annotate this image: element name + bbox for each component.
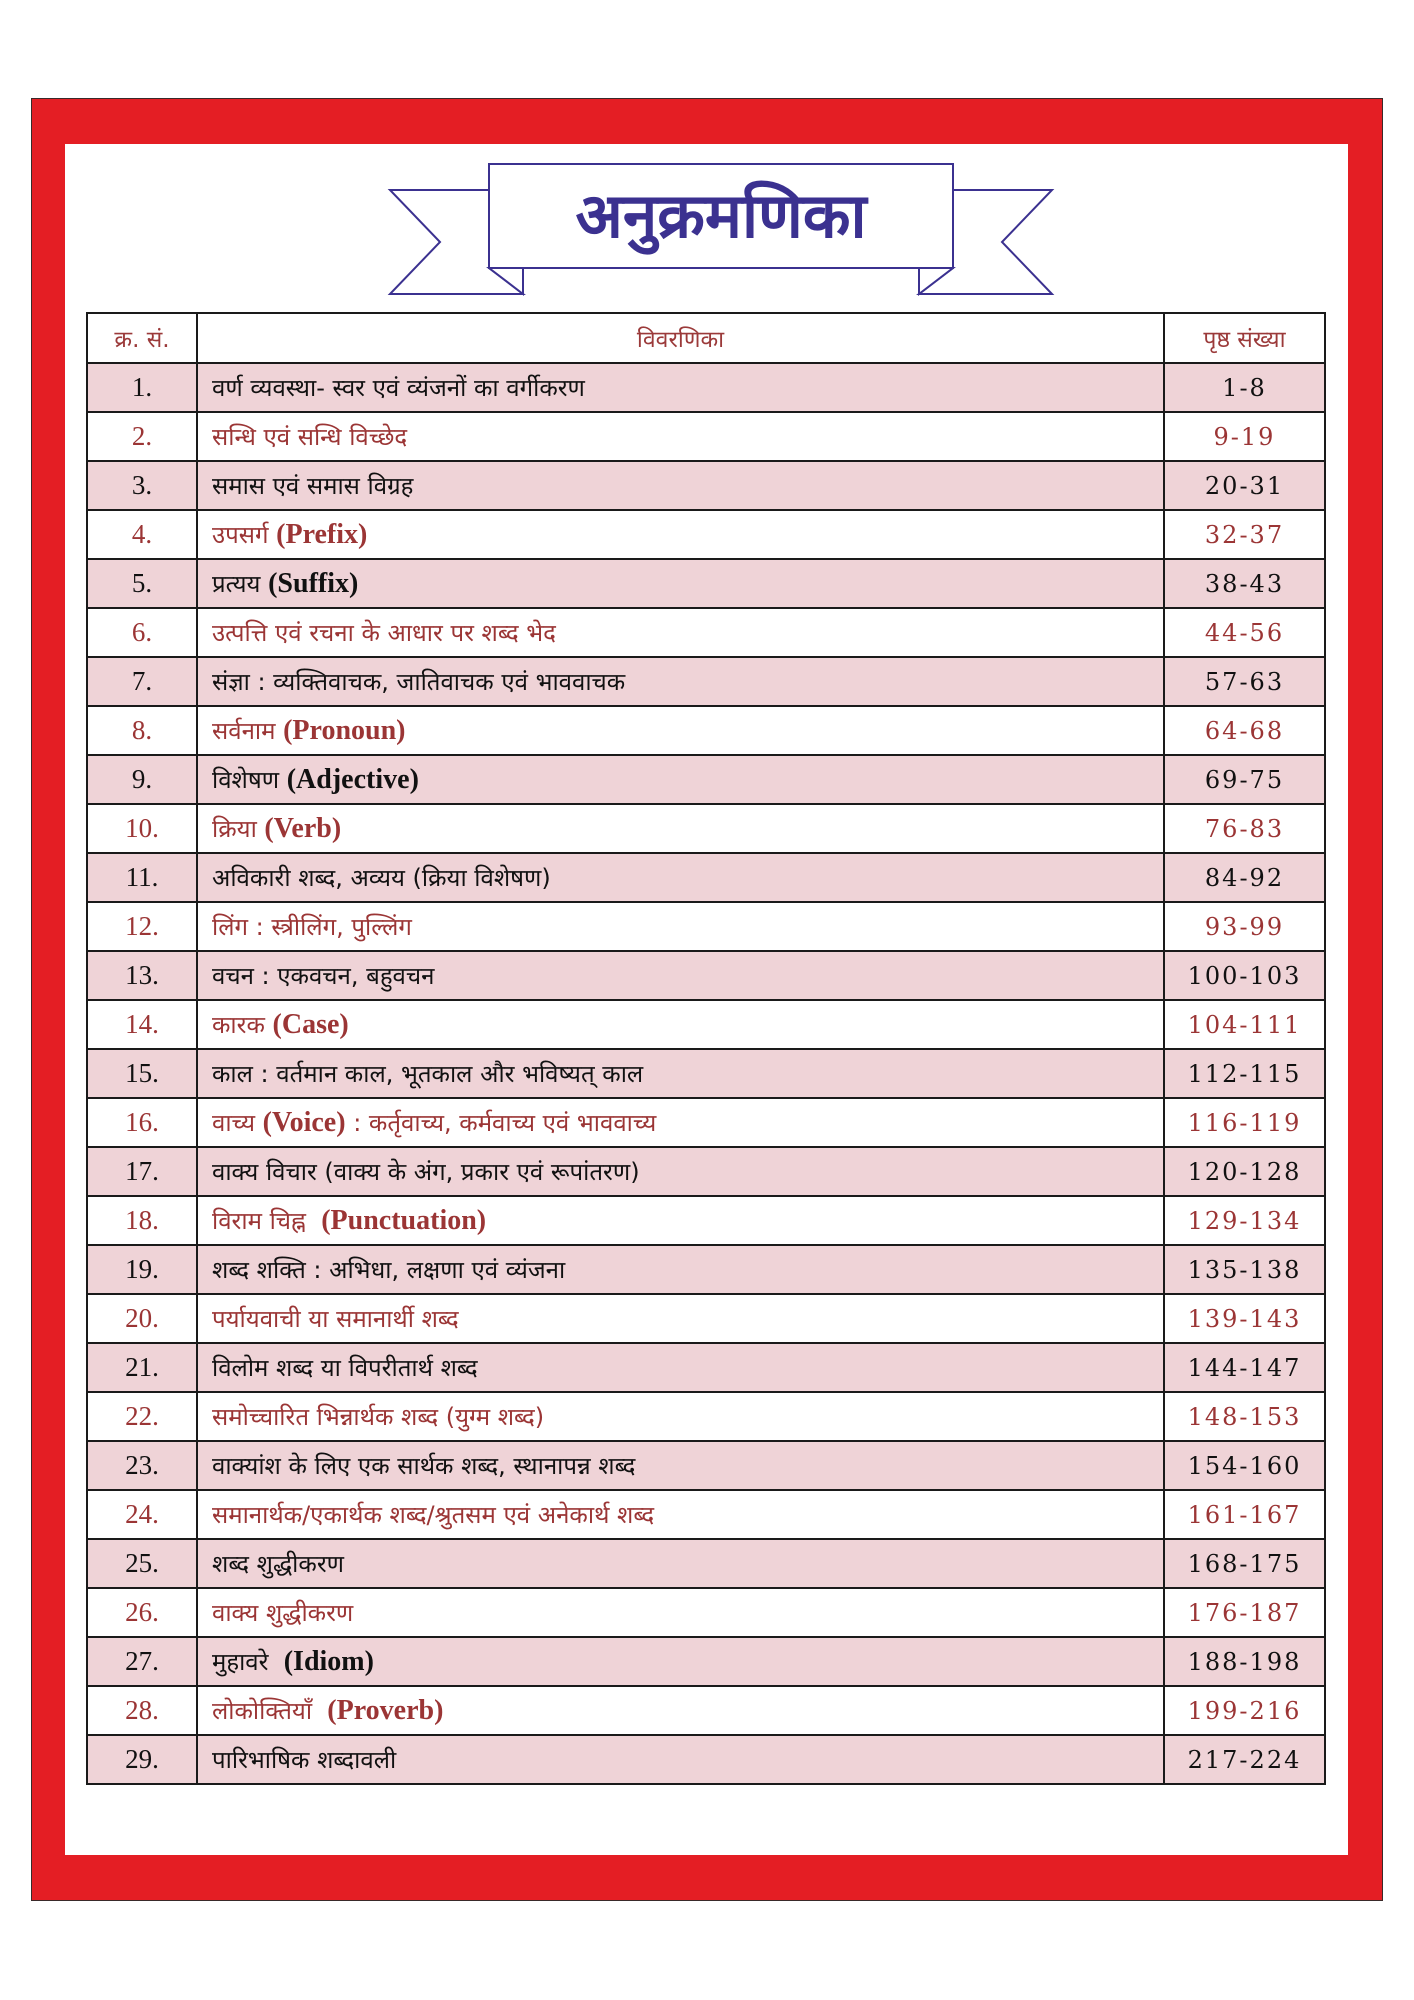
row-chapter-title xyxy=(197,902,1164,951)
table-of-contents xyxy=(86,312,1326,1785)
table-row xyxy=(87,902,1325,951)
row-chapter-title xyxy=(197,657,1164,706)
row-chapter-title xyxy=(197,1490,1164,1539)
row-chapter-title xyxy=(197,1000,1164,1049)
table-row xyxy=(87,853,1325,902)
chapter-english-term: (Voice) xyxy=(262,1107,346,1138)
row-page-range: 188-198 xyxy=(1164,1637,1325,1686)
table-row xyxy=(87,706,1325,755)
title-ribbon-banner xyxy=(385,160,1057,300)
row-page-range: 144-147 xyxy=(1164,1343,1325,1392)
table-row xyxy=(87,1490,1325,1539)
table-row xyxy=(87,1735,1325,1784)
chapter-hindi-text: मुहावरे xyxy=(212,1648,284,1676)
row-page-range: 176-187 xyxy=(1164,1588,1325,1637)
chapter-hindi-text: प्रत्यय xyxy=(212,570,269,598)
table-row xyxy=(87,608,1325,657)
chapter-english-term: (Idiom) xyxy=(283,1646,374,1677)
row-serial-number: 6. xyxy=(87,608,197,657)
table-row xyxy=(87,1245,1325,1294)
chapter-hindi-text: विशेषण xyxy=(212,766,287,794)
chapter-hindi-text: विलोम शब्द या विपरीतार्थ शब्द xyxy=(212,1354,478,1382)
row-serial-number: 26. xyxy=(87,1588,197,1637)
row-page-range: 199-216 xyxy=(1164,1686,1325,1735)
chapter-hindi-text: कारक xyxy=(212,1011,273,1039)
table-row xyxy=(87,412,1325,461)
row-serial-number: 25. xyxy=(87,1539,197,1588)
table-row xyxy=(87,1588,1325,1637)
chapter-english-term: (Suffix) xyxy=(268,568,359,599)
row-page-range: 154-160 xyxy=(1164,1441,1325,1490)
table-row xyxy=(87,1000,1325,1049)
header-description: विवरणिका xyxy=(197,313,1164,363)
row-chapter-title xyxy=(197,608,1164,657)
row-page-range: 38-43 xyxy=(1164,559,1325,608)
row-page-range: 76-83 xyxy=(1164,804,1325,853)
chapter-english-term: (Prefix) xyxy=(276,519,368,550)
row-serial-number: 15. xyxy=(87,1049,197,1098)
row-page-range: 64-68 xyxy=(1164,706,1325,755)
table-row xyxy=(87,1147,1325,1196)
chapter-hindi-text: समोच्चारित भिन्नार्थक शब्द (युग्म शब्द) xyxy=(212,1403,545,1431)
row-chapter-title xyxy=(197,951,1164,1000)
chapter-english-term: (Pronoun) xyxy=(283,715,406,746)
row-chapter-title xyxy=(197,1588,1164,1637)
row-chapter-title xyxy=(197,1392,1164,1441)
row-chapter-title xyxy=(197,1245,1164,1294)
row-chapter-title xyxy=(197,1196,1164,1245)
row-chapter-title xyxy=(197,755,1164,804)
table-row xyxy=(87,804,1325,853)
row-serial-number: 18. xyxy=(87,1196,197,1245)
row-chapter-title xyxy=(197,804,1164,853)
row-chapter-title xyxy=(197,363,1164,412)
chapter-hindi-text: सर्वनाम xyxy=(212,717,284,745)
chapter-hindi-text: काल : वर्तमान काल, भूतकाल और भविष्यत् काल xyxy=(212,1060,644,1088)
row-chapter-title xyxy=(197,1637,1164,1686)
row-chapter-title xyxy=(197,1343,1164,1392)
chapter-hindi-text: पारिभाषिक शब्दावली xyxy=(212,1746,397,1774)
chapter-hindi-text: वर्ण व्यवस्था- स्वर एवं व्यंजनों का वर्गीकरण xyxy=(212,374,585,402)
table-row xyxy=(87,1441,1325,1490)
row-serial-number: 5. xyxy=(87,559,197,608)
row-chapter-title xyxy=(197,412,1164,461)
header-serial-number: क्र. सं. xyxy=(87,313,197,363)
table-row xyxy=(87,951,1325,1000)
chapter-english-term: (Case) xyxy=(272,1009,349,1040)
chapter-english-term: (Verb) xyxy=(264,813,342,844)
chapter-hindi-text: समानार्थक/एकार्थक शब्द/श्रुतसम एवं अनेकार्थ शब्द xyxy=(212,1501,655,1529)
table-row xyxy=(87,1686,1325,1735)
chapter-hindi-text: सन्धि एवं सन्धि विच्छेद xyxy=(212,423,408,451)
row-chapter-title xyxy=(197,559,1164,608)
row-page-range: 69-75 xyxy=(1164,755,1325,804)
row-page-range: 57-63 xyxy=(1164,657,1325,706)
row-serial-number: 4. xyxy=(87,510,197,559)
row-serial-number: 9. xyxy=(87,755,197,804)
table-row xyxy=(87,1098,1325,1147)
chapter-hindi-text: पर्यायवाची या समानार्थी शब्द xyxy=(212,1305,459,1333)
chapter-hindi-text: क्रिया xyxy=(212,815,265,843)
row-serial-number: 1. xyxy=(87,363,197,412)
row-serial-number: 14. xyxy=(87,1000,197,1049)
table-row xyxy=(87,1196,1325,1245)
row-chapter-title xyxy=(197,1735,1164,1784)
row-page-range: 32-37 xyxy=(1164,510,1325,559)
row-serial-number: 10. xyxy=(87,804,197,853)
row-serial-number: 13. xyxy=(87,951,197,1000)
chapter-hindi-text: वाक्य शुद्धीकरण xyxy=(212,1599,354,1627)
row-page-range: 120-128 xyxy=(1164,1147,1325,1196)
row-chapter-title xyxy=(197,461,1164,510)
header-page-numbers: पृष्ठ संख्या xyxy=(1164,313,1325,363)
chapter-hindi-text: शब्द शुद्धीकरण xyxy=(212,1550,344,1578)
table-row xyxy=(87,1049,1325,1098)
row-page-range: 100-103 xyxy=(1164,951,1325,1000)
table-row xyxy=(87,510,1325,559)
row-page-range: 148-153 xyxy=(1164,1392,1325,1441)
chapter-hindi-text: उत्पत्ति एवं रचना के आधार पर शब्द भेद xyxy=(212,619,556,647)
chapter-english-term: (Adjective) xyxy=(286,764,419,795)
row-serial-number: 22. xyxy=(87,1392,197,1441)
row-serial-number: 8. xyxy=(87,706,197,755)
chapter-hindi-text: अविकारी शब्द, अव्यय (क्रिया विशेषण) xyxy=(212,864,551,892)
row-chapter-title xyxy=(197,1686,1164,1735)
chapter-hindi-text: लोकोक्तियाँ xyxy=(212,1697,328,1725)
chapter-hindi-text: : कर्तृवाच्य, कर्मवाच्य एवं भाववाच्य xyxy=(345,1109,657,1137)
row-page-range: 129-134 xyxy=(1164,1196,1325,1245)
chapter-hindi-text: वाक्य विचार (वाक्य के अंग, प्रकार एवं रूपांतरण) xyxy=(212,1158,640,1186)
row-serial-number: 24. xyxy=(87,1490,197,1539)
row-chapter-title xyxy=(197,706,1164,755)
row-serial-number: 3. xyxy=(87,461,197,510)
row-page-range: 161-167 xyxy=(1164,1490,1325,1539)
row-page-range: 9-19 xyxy=(1164,412,1325,461)
row-page-range: 135-138 xyxy=(1164,1245,1325,1294)
chapter-english-term: (Proverb) xyxy=(327,1695,444,1726)
row-serial-number: 17. xyxy=(87,1147,197,1196)
row-page-range: 1-8 xyxy=(1164,363,1325,412)
chapter-hindi-text: शब्द शक्ति : अभिधा, लक्षणा एवं व्यंजना xyxy=(212,1256,566,1284)
row-serial-number: 2. xyxy=(87,412,197,461)
row-serial-number: 7. xyxy=(87,657,197,706)
table-row xyxy=(87,1637,1325,1686)
row-page-range: 112-115 xyxy=(1164,1049,1325,1098)
row-chapter-title xyxy=(197,1441,1164,1490)
row-serial-number: 11. xyxy=(87,853,197,902)
row-serial-number: 12. xyxy=(87,902,197,951)
table-row xyxy=(87,1294,1325,1343)
row-page-range: 104-111 xyxy=(1164,1000,1325,1049)
row-serial-number: 28. xyxy=(87,1686,197,1735)
row-serial-number: 16. xyxy=(87,1098,197,1147)
row-chapter-title xyxy=(197,1539,1164,1588)
row-page-range: 139-143 xyxy=(1164,1294,1325,1343)
chapter-hindi-text: समास एवं समास विग्रह xyxy=(212,472,414,500)
table-row xyxy=(87,1539,1325,1588)
row-serial-number: 23. xyxy=(87,1441,197,1490)
row-serial-number: 21. xyxy=(87,1343,197,1392)
chapter-hindi-text: विराम चिह्न xyxy=(212,1207,322,1235)
row-page-range: 84-92 xyxy=(1164,853,1325,902)
chapter-english-term: (Punctuation) xyxy=(321,1205,487,1236)
row-chapter-title xyxy=(197,510,1164,559)
table-row xyxy=(87,363,1325,412)
table-body xyxy=(87,363,1325,1784)
table-row xyxy=(87,1343,1325,1392)
row-chapter-title xyxy=(197,1049,1164,1098)
table-row xyxy=(87,1392,1325,1441)
chapter-hindi-text: उपसर्ग xyxy=(212,521,277,549)
table-header-row xyxy=(87,313,1325,363)
row-page-range: 93-99 xyxy=(1164,902,1325,951)
chapter-hindi-text: वचन : एकवचन, बहुवचन xyxy=(212,962,435,990)
row-page-range: 217-224 xyxy=(1164,1735,1325,1784)
table-row xyxy=(87,559,1325,608)
row-serial-number: 29. xyxy=(87,1735,197,1784)
chapter-hindi-text: लिंग : स्त्रीलिंग, पुल्लिंग xyxy=(212,913,412,941)
chapter-hindi-text: वाक्यांश के लिए एक सार्थक शब्द, स्थानापन्न शब्द xyxy=(212,1452,636,1480)
row-chapter-title xyxy=(197,1098,1164,1147)
chapter-hindi-text: संज्ञा : व्यक्तिवाचक, जातिवाचक एवं भाववाचक xyxy=(212,668,626,696)
row-page-range: 168-175 xyxy=(1164,1539,1325,1588)
row-serial-number: 20. xyxy=(87,1294,197,1343)
table-row xyxy=(87,657,1325,706)
row-chapter-title xyxy=(197,853,1164,902)
row-page-range: 116-119 xyxy=(1164,1098,1325,1147)
row-chapter-title xyxy=(197,1147,1164,1196)
page-title: अनुक्रमणिका xyxy=(575,179,867,252)
row-serial-number: 19. xyxy=(87,1245,197,1294)
row-chapter-title xyxy=(197,1294,1164,1343)
table-row xyxy=(87,461,1325,510)
row-serial-number: 27. xyxy=(87,1637,197,1686)
row-page-range: 44-56 xyxy=(1164,608,1325,657)
row-page-range: 20-31 xyxy=(1164,461,1325,510)
chapter-hindi-text: वाच्य xyxy=(212,1109,263,1137)
table-row xyxy=(87,755,1325,804)
